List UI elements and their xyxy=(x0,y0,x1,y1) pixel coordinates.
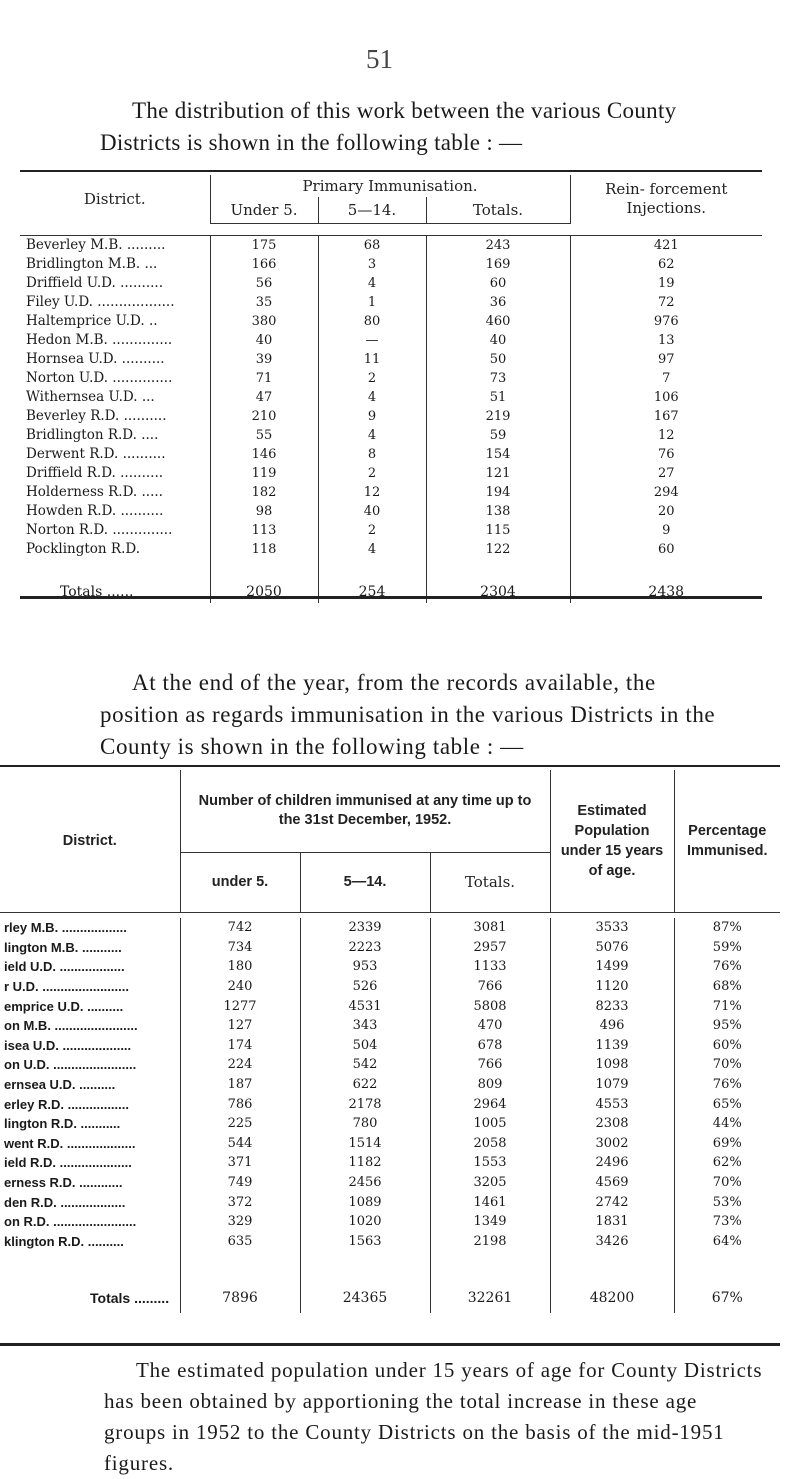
percentage-value: 70% xyxy=(674,1055,780,1075)
totals-value: 2198 xyxy=(430,1232,550,1252)
table-row xyxy=(0,1153,780,1173)
middle-paragraph: At the end of the year, from the records available, the position as regards immunisation in the various Districts in the County is shown in the following table : — xyxy=(100,670,716,759)
district-name: ield U.D. .................. xyxy=(4,959,125,975)
table-row xyxy=(0,1192,780,1212)
percentage-value: 53% xyxy=(674,1192,780,1212)
age5-14-value: 2 xyxy=(318,464,426,483)
reinforcement-value: 421 xyxy=(570,235,762,255)
t2-header-district: District. xyxy=(62,832,117,849)
under5-value: 119 xyxy=(210,464,318,483)
district-name: Withernsea U.D. ... xyxy=(26,389,155,405)
district-name: den R.D. .................. xyxy=(4,1194,126,1210)
under5-value: 329 xyxy=(180,1212,300,1232)
district-name: emprice U.D. .......... xyxy=(4,998,124,1014)
table-row xyxy=(0,1055,780,1075)
percentage-value: 64% xyxy=(674,1232,780,1252)
totals-value: 219 xyxy=(426,407,570,426)
reinforcement-value: 19 xyxy=(570,274,762,293)
population-value: 2742 xyxy=(550,1192,674,1212)
table-row xyxy=(0,1134,780,1154)
age5-14-value: 3 xyxy=(318,255,426,274)
district-name: ernsea U.D. .......... xyxy=(4,1077,116,1093)
totals-value: 60 xyxy=(426,274,570,293)
table1-top-rule xyxy=(20,170,762,172)
table-row xyxy=(20,521,762,540)
population-value: 4553 xyxy=(550,1094,674,1114)
under5-value: 174 xyxy=(180,1036,300,1056)
age5-14-value: 1020 xyxy=(300,1212,430,1232)
table-row xyxy=(0,1075,780,1095)
district-name: Bridlington R.D. .... xyxy=(26,427,159,443)
under5-value: 40 xyxy=(210,331,318,350)
age5-14-value: 4 xyxy=(318,426,426,445)
t2-header-group: Number of children immunised at any time up to the 31st December, 1952. xyxy=(180,770,550,852)
district-name: r U.D. ........................ xyxy=(4,979,129,995)
age5-14-value: 68 xyxy=(318,235,426,255)
age5-14-value: 2 xyxy=(318,369,426,388)
table-row xyxy=(20,388,762,407)
percentage-value: 62% xyxy=(674,1153,780,1173)
age5-14-value: 11 xyxy=(318,350,426,369)
population-value: 5076 xyxy=(550,938,674,958)
under5-value: 56 xyxy=(210,274,318,293)
totals-value: 51 xyxy=(426,388,570,407)
t1-header-5-14: 5—14. xyxy=(318,197,426,223)
district-name: Howden R.D. .......... xyxy=(26,503,164,519)
table-row xyxy=(20,445,762,464)
age5-14-value: — xyxy=(318,331,426,350)
district-name: Hornsea U.D. .......... xyxy=(26,351,165,367)
t2-header-percentage: Percentage Immunised. xyxy=(674,770,780,912)
table2-top-rule xyxy=(0,765,780,767)
totals-value: 1005 xyxy=(430,1114,550,1134)
table-row xyxy=(20,312,762,331)
under5-value: 39 xyxy=(210,350,318,369)
age5-14-value: 2 xyxy=(318,521,426,540)
under5-value: 635 xyxy=(180,1232,300,1252)
under5-value: 742 xyxy=(180,918,300,938)
totals-value: 154 xyxy=(426,445,570,464)
district-name: erley R.D. ................. xyxy=(4,1096,129,1112)
t2-total-totals: 32261 xyxy=(430,1251,550,1313)
totals-value: 169 xyxy=(426,255,570,274)
t1-total-under5: 2050 xyxy=(210,559,318,603)
totals-value: 36 xyxy=(426,293,570,312)
page-number: 51 xyxy=(366,44,393,74)
t1-total-5-14: 254 xyxy=(318,559,426,603)
totals-value: 115 xyxy=(426,521,570,540)
reinforcement-value: 167 xyxy=(570,407,762,426)
age5-14-value: 1089 xyxy=(300,1192,430,1212)
totals-value: 40 xyxy=(426,331,570,350)
table-row xyxy=(20,293,762,312)
age5-14-value: 1182 xyxy=(300,1153,430,1173)
totals-value: 73 xyxy=(426,369,570,388)
t2-header-under5: under 5. xyxy=(180,852,300,912)
totals-value: 138 xyxy=(426,502,570,521)
totals-value: 59 xyxy=(426,426,570,445)
table-row xyxy=(20,331,762,350)
under5-value: 749 xyxy=(180,1173,300,1193)
percentage-value: 87% xyxy=(674,918,780,938)
age5-14-value: 4531 xyxy=(300,996,430,1016)
t1-header-totals: Totals. xyxy=(426,197,570,223)
under5-value: 380 xyxy=(210,312,318,331)
population-value: 1831 xyxy=(550,1212,674,1232)
t2-total-percentage: 67% xyxy=(674,1251,780,1313)
under5-value: 55 xyxy=(210,426,318,445)
totals-value: 121 xyxy=(426,464,570,483)
age5-14-value: 8 xyxy=(318,445,426,464)
t1-header-reinforcement: Rein- forcement Injections. xyxy=(570,175,762,223)
table-row xyxy=(0,918,780,938)
table-row xyxy=(20,369,762,388)
under5-value: 210 xyxy=(210,407,318,426)
reinforcement-value: 27 xyxy=(570,464,762,483)
under5-value: 544 xyxy=(180,1134,300,1154)
district-name: erness R.D. ............ xyxy=(4,1175,123,1191)
percentage-value: 76% xyxy=(674,957,780,977)
under5-value: 240 xyxy=(180,977,300,997)
district-name: lington R.D. ........... xyxy=(4,1116,121,1132)
table-row xyxy=(0,1114,780,1134)
under5-value: 146 xyxy=(210,445,318,464)
district-name: on R.D. ....................... xyxy=(4,1214,137,1230)
age5-14-value: 1 xyxy=(318,293,426,312)
totals-value: 2957 xyxy=(430,938,550,958)
reinforcement-value: 62 xyxy=(570,255,762,274)
under5-value: 113 xyxy=(210,521,318,540)
table-row xyxy=(0,1036,780,1056)
table-row xyxy=(20,274,762,293)
percentage-value: 59% xyxy=(674,938,780,958)
age5-14-value: 1514 xyxy=(300,1134,430,1154)
district-name: lington M.B. ........... xyxy=(4,939,122,955)
age5-14-value: 2456 xyxy=(300,1173,430,1193)
under5-value: 180 xyxy=(180,957,300,977)
table-row xyxy=(0,977,780,997)
t2-total-under5: 7896 xyxy=(180,1251,300,1313)
district-name: rley M.B. .................. xyxy=(4,920,127,936)
table-row xyxy=(0,938,780,958)
totals-value: 194 xyxy=(426,483,570,502)
totals-value: 2964 xyxy=(430,1094,550,1114)
totals-value: 766 xyxy=(430,977,550,997)
table-row xyxy=(20,235,762,255)
district-name: on M.B. ....................... xyxy=(4,1018,138,1034)
table-row xyxy=(20,426,762,445)
under5-value: 166 xyxy=(210,255,318,274)
under5-value: 35 xyxy=(210,293,318,312)
population-value: 3002 xyxy=(550,1134,674,1154)
totals-value: 1133 xyxy=(430,957,550,977)
age5-14-value: 80 xyxy=(318,312,426,331)
t2-total-population: 48200 xyxy=(550,1251,674,1313)
under5-value: 175 xyxy=(210,235,318,255)
under5-value: 71 xyxy=(210,369,318,388)
district-name: Norton U.D. .............. xyxy=(26,370,173,386)
t1-header-under5: Under 5. xyxy=(210,197,318,223)
percentage-value: 76% xyxy=(674,1075,780,1095)
t2-header-totals: Totals. xyxy=(430,852,550,912)
district-name: Pocklington R.D. xyxy=(26,541,141,557)
totals-value: 2058 xyxy=(430,1134,550,1154)
district-name: Filey U.D. .................. xyxy=(26,294,175,310)
t1-header-district: District. xyxy=(83,190,146,208)
under5-value: 1277 xyxy=(180,996,300,1016)
population-value: 496 xyxy=(550,1016,674,1036)
reinforcement-value: 7 xyxy=(570,369,762,388)
intro-paragraph: The distribution of this work between the various County Districts is shown in the following table : — xyxy=(100,98,677,155)
age5-14-value: 526 xyxy=(300,977,430,997)
reinforcement-value: 13 xyxy=(570,331,762,350)
age5-14-value: 4 xyxy=(318,540,426,559)
age5-14-value: 40 xyxy=(318,502,426,521)
district-name: Hedon M.B. .............. xyxy=(26,332,173,348)
district-name: ield R.D. .................... xyxy=(4,1155,132,1171)
under5-value: 187 xyxy=(180,1075,300,1095)
population-value: 4569 xyxy=(550,1173,674,1193)
percentage-value: 95% xyxy=(674,1016,780,1036)
under5-value: 182 xyxy=(210,483,318,502)
district-name: Derwent R.D. .......... xyxy=(26,446,166,462)
totals-value: 470 xyxy=(430,1016,550,1036)
totals-value: 809 xyxy=(430,1075,550,1095)
population-value: 1098 xyxy=(550,1055,674,1075)
t2-header-population: Estimated Population under 15 years of age. xyxy=(550,770,674,912)
percentage-value: 44% xyxy=(674,1114,780,1134)
table1-bottom-rule xyxy=(20,596,762,599)
population-value: 2496 xyxy=(550,1153,674,1173)
table2-bottom-rule xyxy=(0,1343,780,1346)
reinforcement-value: 294 xyxy=(570,483,762,502)
district-name: isea U.D. ................... xyxy=(4,1037,132,1053)
age5-14-value: 343 xyxy=(300,1016,430,1036)
percentage-value: 65% xyxy=(674,1094,780,1114)
t1-total-reinforcement: 2438 xyxy=(570,559,762,603)
age5-14-value: 2339 xyxy=(300,918,430,938)
district-name: Norton R.D. .............. xyxy=(26,522,173,538)
totals-value: 50 xyxy=(426,350,570,369)
percentage-value: 73% xyxy=(674,1212,780,1232)
age5-14-value: 622 xyxy=(300,1075,430,1095)
under5-value: 98 xyxy=(210,502,318,521)
table-row xyxy=(20,350,762,369)
totals-value: 460 xyxy=(426,312,570,331)
under5-value: 127 xyxy=(180,1016,300,1036)
age5-14-value: 1563 xyxy=(300,1232,430,1252)
age5-14-value: 542 xyxy=(300,1055,430,1075)
table-row xyxy=(0,1094,780,1114)
primary-immunisation-table xyxy=(20,175,762,603)
reinforcement-value: 12 xyxy=(570,426,762,445)
table-row xyxy=(20,464,762,483)
population-value: 1139 xyxy=(550,1036,674,1056)
reinforcement-value: 20 xyxy=(570,502,762,521)
t1-total-totals: 2304 xyxy=(426,559,570,603)
totals-value: 5808 xyxy=(430,996,550,1016)
table-row xyxy=(20,540,762,559)
totals-value: 122 xyxy=(426,540,570,559)
age5-14-value: 12 xyxy=(318,483,426,502)
footnote-paragraph: The estimated population under 15 years of age for County Districts has been obtained by apportioning the total increase in these age groups in 1952 to the County Districts on the basis of the mid-1951 figures. xyxy=(104,1358,763,1475)
population-value: 1079 xyxy=(550,1075,674,1095)
totals-value: 3205 xyxy=(430,1173,550,1193)
age5-14-value: 4 xyxy=(318,274,426,293)
totals-value: 1553 xyxy=(430,1153,550,1173)
age5-14-value: 4 xyxy=(318,388,426,407)
district-name: Haltemprice U.D. .. xyxy=(26,313,158,329)
t2-header-5-14: 5—14. xyxy=(300,852,430,912)
t1-header-primary-immunisation: Primary Immunisation. xyxy=(210,175,570,197)
population-value: 2308 xyxy=(550,1114,674,1134)
immunisation-position-table xyxy=(0,770,780,1313)
district-name: Holderness R.D. ..... xyxy=(26,484,163,500)
population-value: 1499 xyxy=(550,957,674,977)
totals-value: 678 xyxy=(430,1036,550,1056)
reinforcement-value: 976 xyxy=(570,312,762,331)
t2-totals-label: Totals ......... xyxy=(90,1290,170,1307)
totals-value: 3081 xyxy=(430,918,550,938)
reinforcement-value: 72 xyxy=(570,293,762,312)
age5-14-value: 9 xyxy=(318,407,426,426)
district-name: on U.D. ....................... xyxy=(4,1057,137,1073)
totals-value: 766 xyxy=(430,1055,550,1075)
percentage-value: 69% xyxy=(674,1134,780,1154)
district-name: Driffield R.D. .......... xyxy=(26,465,164,481)
reinforcement-value: 76 xyxy=(570,445,762,464)
totals-value: 1349 xyxy=(430,1212,550,1232)
table-row xyxy=(20,407,762,426)
reinforcement-value: 9 xyxy=(570,521,762,540)
table-row xyxy=(20,483,762,502)
totals-value: 243 xyxy=(426,235,570,255)
under5-value: 372 xyxy=(180,1192,300,1212)
under5-value: 225 xyxy=(180,1114,300,1134)
table-row xyxy=(0,1016,780,1036)
district-name: went R.D. ................... xyxy=(4,1135,136,1151)
under5-value: 371 xyxy=(180,1153,300,1173)
table-row xyxy=(20,502,762,521)
under5-value: 224 xyxy=(180,1055,300,1075)
percentage-value: 71% xyxy=(674,996,780,1016)
population-value: 1120 xyxy=(550,977,674,997)
t2-totals-row xyxy=(0,1251,780,1313)
percentage-value: 68% xyxy=(674,977,780,997)
age5-14-value: 504 xyxy=(300,1036,430,1056)
table-row xyxy=(0,1232,780,1252)
reinforcement-value: 60 xyxy=(570,540,762,559)
district-name: Bridlington M.B. ... xyxy=(26,256,158,272)
under5-value: 118 xyxy=(210,540,318,559)
t1-totals-label: Totals ...... xyxy=(60,583,134,600)
population-value: 8233 xyxy=(550,996,674,1016)
district-name: Beverley M.B. ......... xyxy=(26,237,166,253)
district-name: Beverley R.D. .......... xyxy=(26,408,167,424)
under5-value: 47 xyxy=(210,388,318,407)
percentage-value: 70% xyxy=(674,1173,780,1193)
table-row xyxy=(0,957,780,977)
table-row xyxy=(0,996,780,1016)
totals-value: 1461 xyxy=(430,1192,550,1212)
t2-total-5-14: 24365 xyxy=(300,1251,430,1313)
table-row xyxy=(20,255,762,274)
population-value: 3533 xyxy=(550,918,674,938)
reinforcement-value: 106 xyxy=(570,388,762,407)
reinforcement-value: 97 xyxy=(570,350,762,369)
district-name: Driffield U.D. .......... xyxy=(26,275,164,291)
age5-14-value: 2223 xyxy=(300,938,430,958)
age5-14-value: 953 xyxy=(300,957,430,977)
under5-value: 734 xyxy=(180,938,300,958)
under5-value: 786 xyxy=(180,1094,300,1114)
percentage-value: 60% xyxy=(674,1036,780,1056)
district-name: klington R.D. .......... xyxy=(4,1233,124,1249)
population-value: 3426 xyxy=(550,1232,674,1252)
table-row xyxy=(0,1212,780,1232)
table-row xyxy=(0,1173,780,1193)
age5-14-value: 780 xyxy=(300,1114,430,1134)
age5-14-value: 2178 xyxy=(300,1094,430,1114)
